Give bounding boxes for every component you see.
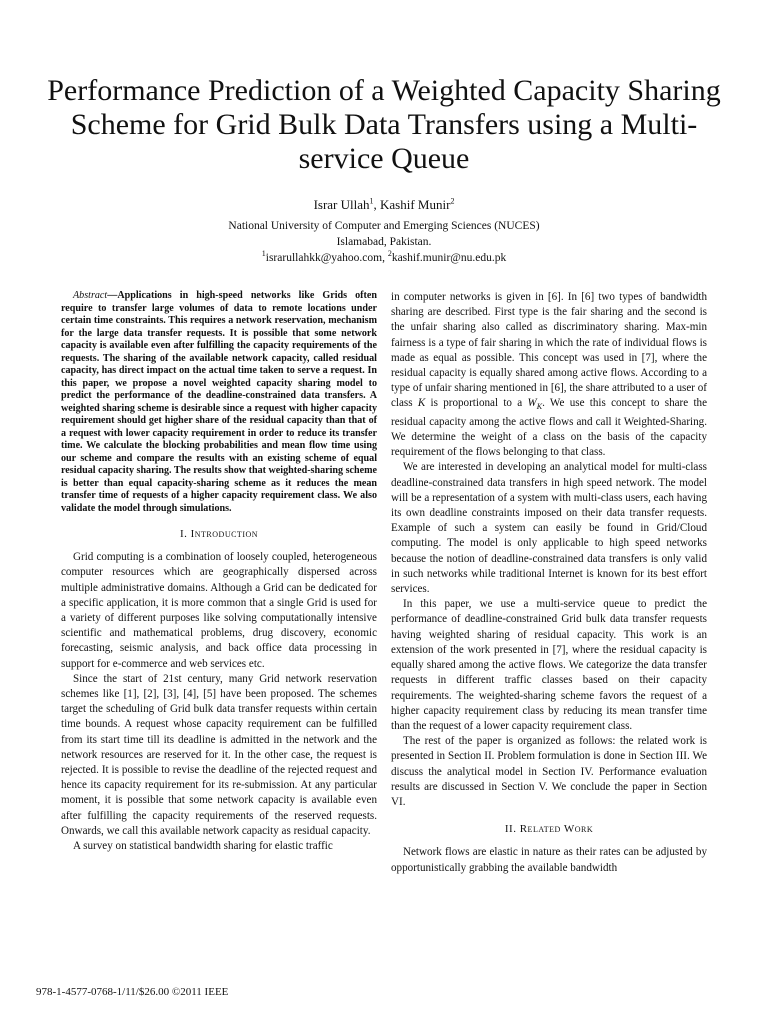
section-heading-introduction: I. Introduction: [179, 528, 259, 540]
paragraph: [391, 290, 707, 460]
abstract-lead: Abstract: [73, 290, 108, 301]
paragraph: We are interested in developing an analytical model for multi-class deadline-constrained data transfers in high speed network. The model will be a representation of a system with multi-class users, each having its own deadline constraints imposed on their data transfer requests. Example of such a system can easily be found in Grid/Cloud computing. The model is only applicable to high speed networks because the notion of deadline-constrained data transfers is only valid in such networks while traditional Internet is known for its best effort services.: [391, 461, 707, 596]
abstract-text: —Applications in high-speed networks like Grids often require to transfer large volumes of data to remote locations under certain time constraints. This requires a network reservation, mechanism for the large data transfer requests. It is possible that some network capacity is available even after fulfilling the capacity requirements of the requests. The sharing of the available network capacity, called residual capacity, has direct impact on the actual time taken to serve a request. In this paper, we propose a novel weighted capacity sharing model to predict the performance of the deadline-constrained data transfers. A weighted sharing scheme is desirable since a request with higher capacity requirement should get higher share of the residual capacity than that of a request with lower capacity requirement in order to reduce its transfer time. We calculate the blocking probabilities and mean flow time using our scheme and compare the results with an existing scheme of equal residual capacity sharing. The results show that weighted-sharing scheme is better than equal capacity-sharing scheme as it reduces the mean transfer time of requests of a higher capacity requirement class. We also validate the model through simulations.: [61, 290, 378, 514]
text-run: . We use this concept to share the residual capacity among the active flows and call it Weighted-Sharing. We determine the weight of a class on the basis of the capacity requirement of the flows belonging to that class.: [391, 397, 707, 459]
email-line: [40, 250, 728, 266]
author-superscript: 2: [450, 196, 455, 206]
section-heading-related-work: II. Related Work: [504, 823, 594, 836]
math-symbol: K: [417, 397, 426, 410]
email: israrullahkk@yahoo.com,: [265, 252, 388, 264]
paper-title: Performance Prediction of a Weighted Capacity Sharing Scheme for Grid Bulk Data Transfers using a Multi-service Queue: [47, 74, 721, 175]
paragraph: In this paper, we use a multi-service queue to predict the performance of deadline-constrained Grid bulk data transfer requests having weighted sharing of residual capacity. This work is an extension of the work presented in [7], where the residual capacity is equally shared among the active flows. We categorize the data transfer requests in different traffic classes based on their capacity requirements. The weighted-sharing scheme favors the request of a higher capacity requirement class by reducing its mean transfer time than the request of a lower capacity requirement class.: [391, 598, 707, 732]
affiliation-block: [40, 218, 728, 266]
paragraph: A survey on statistical bandwidth sharing for elastic traffic: [73, 840, 333, 853]
paragraph: Network flows are elastic in nature as their rates can be adjusted by opportunistically grabbing the available bandwidth: [391, 846, 707, 874]
location: Islamabad, Pakistan.: [336, 236, 432, 248]
email: kashif.munir@nu.edu.pk: [391, 252, 507, 264]
math-symbol: W: [527, 397, 537, 410]
affiliation: National University of Computer and Emerging Sciences (NUCES): [228, 220, 540, 232]
paragraph: Grid computing is a combination of loosely coupled, heterogeneous computer resources which are geographically dispersed across multiple administrative domains. Although a Grid can be dedicated for a specific application, it is more common that a single Grid is used for a variety of different purposes like solving computationally intensive scientific and mathematical problems, drug discovery, economic forecasting, seismic analysis, and back office data processing in support for e-commerce and web services etc.: [61, 551, 377, 670]
author-name: Israr Ullah: [313, 197, 370, 212]
author-superscript: 1: [369, 196, 374, 206]
left-column: [61, 290, 377, 854]
math-subscript: K: [536, 402, 543, 412]
abstract: [61, 290, 377, 515]
paragraph: Since the start of 21st century, many Grid network reservation schemes like [1], [2], [3], [4], [5] have been proposed. The schemes target the scheduling of Grid bulk data transfer requests within certain time bounds. A request whose capacity requirement can be fulfilled from its start time till its deadline is admitted in the network and the network resources are reserved for it. In the other case, the request is rejected. It is possible to revise the deadline of the rejected request and hence its capacity requirement for its re-submission. At any particular moment, it is possible that some network capacity is available even after fulfilling the capacity requirements of the reserved requests. Onwards, we call this available network capacity as residual capacity.: [61, 672, 377, 837]
text-run: is proportional to a: [425, 397, 528, 410]
paragraph: The rest of the paper is organized as follows: the related work is presented in Section II. Problem formulation is done in Section III. We discuss the analytical model in Section IV. Performance evaluation results are discussed in Section V. We conclude the paper in Section VI.: [391, 735, 707, 808]
author-separator: ,: [373, 197, 381, 212]
right-column: [391, 290, 707, 876]
email-superscript: 1: [261, 249, 266, 259]
copyright-footer: 978-1-4577-0768-1/11/$26.00 ©2011 IEEE: [36, 986, 229, 998]
author-name: Kashif Munir: [380, 197, 451, 212]
text-run: in computer networks is given in [6]. In [6] two types of bandwidth sharing are described. First type is the fair sharing and the second is the unfair sharing also called as discriminatory sharing. Max-min fairness is a type of fair sharing in which the rate of individual flows is made as equal as possible. This concept was used in [7], where the residual capacity is equally shared among active flows. According to a type of unfair sharing mentioned in [6], the share attributed to a user of class: [391, 291, 707, 410]
email-superscript: 2: [387, 249, 392, 259]
author-line: [40, 197, 728, 213]
